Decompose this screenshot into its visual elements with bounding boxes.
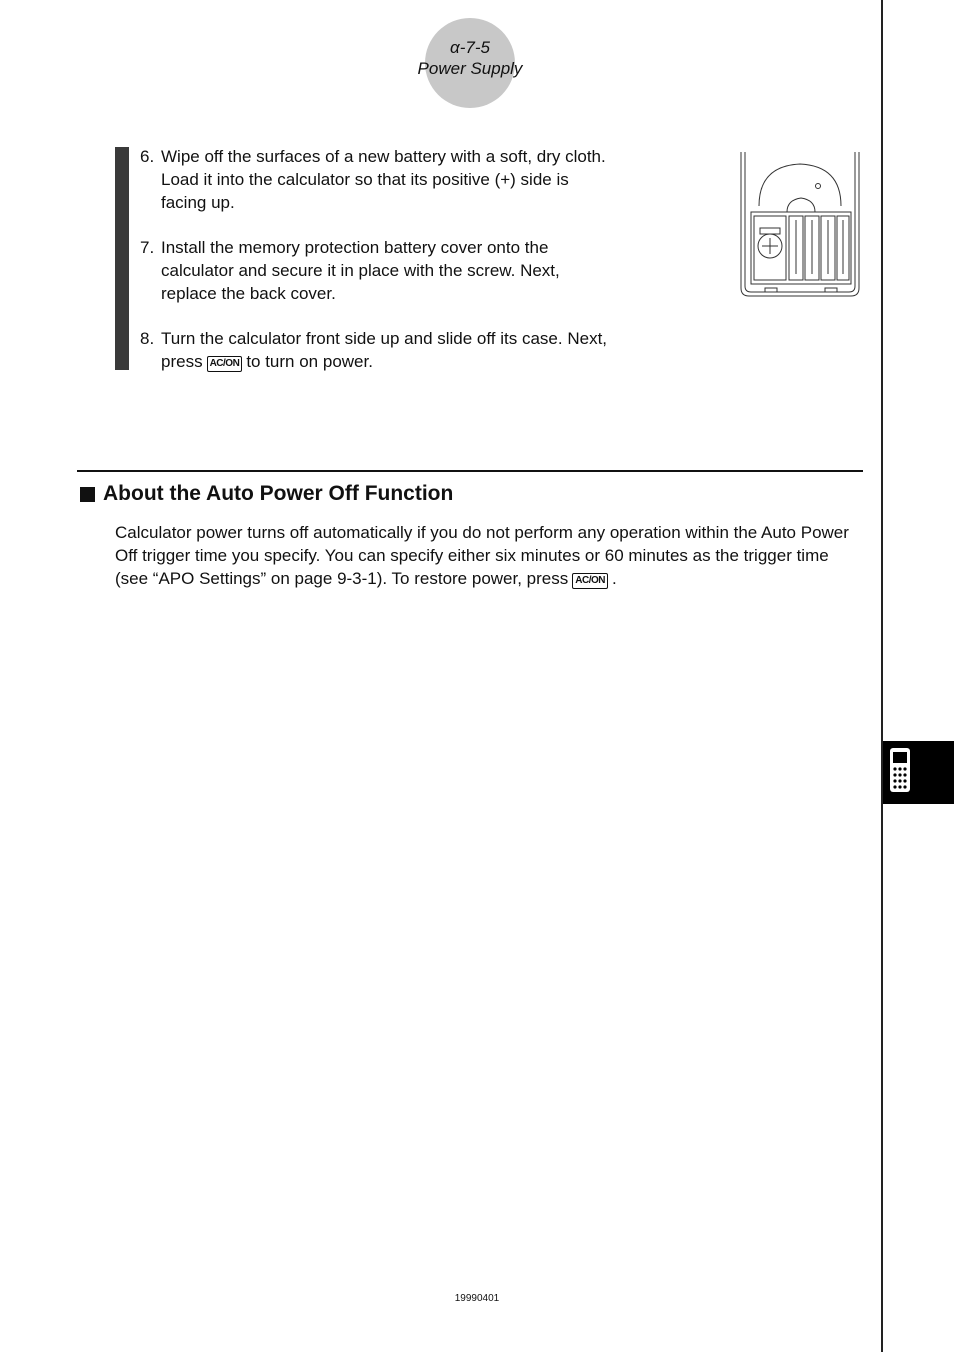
step-number: 8.: [140, 329, 155, 348]
right-margin-rule: [881, 0, 883, 1352]
section-divider: [77, 470, 863, 472]
ac-on-key-icon: AC/ON: [207, 356, 243, 372]
step-item: [140, 327, 610, 373]
ac-on-key-icon: AC/ON: [572, 573, 608, 589]
footer-code: 19990401: [454, 1293, 500, 1304]
step-text-before-key: Turn the calculator front side up and slide off its case. Next, press: [161, 329, 608, 371]
page-title: Power Supply: [417, 59, 523, 78]
step-item: [140, 145, 610, 214]
calculator-icon: [889, 747, 911, 793]
step-text: [161, 327, 610, 373]
square-bullet-icon: [80, 487, 95, 502]
steps-marker-bar: [115, 147, 129, 370]
chapter-tab: [883, 741, 954, 804]
calculator-back-battery-illustration: [737, 148, 863, 300]
step-text: Install the memory protection battery cover onto the calculator and secure it in place with the screw. Next, replace the back cover.: [161, 238, 560, 303]
step-text-after-key: to turn on power.: [246, 352, 373, 371]
step-number: 6.: [140, 147, 155, 166]
steps-list: [140, 145, 610, 395]
step-text: Wipe off the surfaces of a new battery with a soft, dry cloth. Load it into the calculator so that its positive (+) side is facing up.: [161, 147, 606, 212]
page-header: [400, 38, 540, 80]
section-heading: [80, 482, 453, 506]
section-body-text: Calculator power turns off automatically if you do not perform any operation within the Auto Power Off trigger time you specify. You can specify either six minutes or 60 minutes as the trigger time (see “APO Settings” on page 9-3-1). To restore power, press: [115, 523, 849, 588]
section-body: [115, 521, 855, 590]
step-item: [140, 236, 610, 305]
section-heading-text: About the Auto Power Off Function: [103, 482, 454, 505]
section-body-end: .: [611, 569, 617, 588]
page-number: α-7-5: [450, 38, 490, 57]
step-number: 7.: [140, 238, 155, 257]
